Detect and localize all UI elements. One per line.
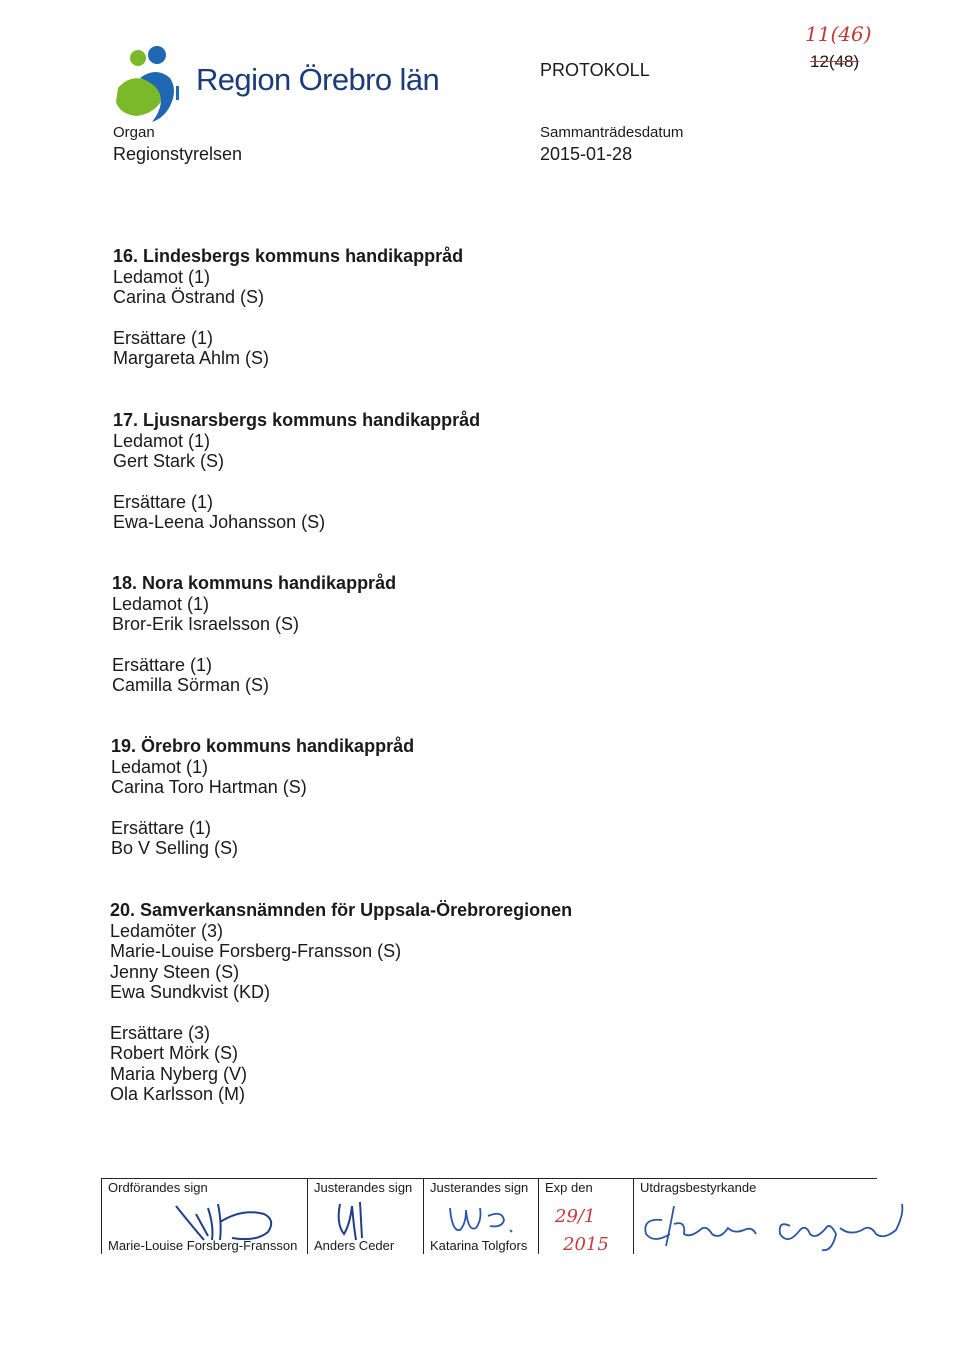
members-label: Ledamot (1) xyxy=(113,430,211,451)
member-name: Carina Östrand (S) xyxy=(113,287,265,307)
extract-signature-mark xyxy=(640,1194,910,1254)
adjuster1-sign-label: Justerandes sign xyxy=(314,1180,413,1195)
section-17 xyxy=(113,410,480,533)
section-20 xyxy=(110,900,572,1105)
svg-text:2015: 2015 xyxy=(563,1234,609,1254)
adjuster1-name: Anders Ceder xyxy=(314,1238,395,1253)
section-title: 19. Örebro kommuns handikappråd xyxy=(111,736,415,756)
deputies-label: Ersättare (1) xyxy=(111,817,212,838)
deputies-label: Ersättare (1) xyxy=(113,327,214,348)
deputy-name: Bo V Selling (S) xyxy=(111,838,239,858)
chair-sign-label: Ordförandes sign xyxy=(108,1180,208,1195)
deputy-name: Maria Nyberg (V) xyxy=(110,1063,248,1084)
adjuster2-name: Katarina Tolgfors xyxy=(430,1238,528,1253)
adjuster2-signature-cell xyxy=(423,1178,538,1254)
members-label: Ledamöter (3) xyxy=(110,920,224,941)
adjuster2-sign-label: Justerandes sign xyxy=(430,1180,529,1195)
section-18 xyxy=(112,573,396,696)
member-name: Ewa Sundkvist (KD) xyxy=(110,982,271,1002)
deputy-name: Ewa-Leena Johansson (S) xyxy=(113,512,326,532)
organ-label: Organ xyxy=(113,124,155,141)
adjuster1-signature-mark xyxy=(332,1194,372,1242)
section-title: 18. Nora kommuns handikappråd xyxy=(112,573,397,593)
extract-cell xyxy=(633,1178,878,1254)
section-16 xyxy=(113,246,463,369)
page-number xyxy=(810,52,859,72)
handwritten-page-count: 11(46) xyxy=(805,22,872,46)
extract-label: Utdragsbestyrkande xyxy=(640,1180,757,1195)
section-title: 16. Lindesbergs kommuns handikappråd xyxy=(113,246,464,266)
region-logo-icon xyxy=(112,44,184,124)
deputy-name: Camilla Sörman (S) xyxy=(112,675,270,695)
section-19 xyxy=(111,736,414,859)
svg-text:29/1: 29/1 xyxy=(555,1206,596,1227)
exp-date-handwriting xyxy=(549,1200,623,1254)
member-name: Gert Stark (S) xyxy=(113,451,225,471)
member-name: Marie-Louise Forsberg-Fransson (S) xyxy=(110,941,402,961)
organ-value: Regionstyrelsen xyxy=(113,144,243,164)
adjuster1-signature-cell xyxy=(307,1178,423,1254)
exp-date-label: Exp den xyxy=(545,1180,593,1195)
section-title: 20. Samverkansnämnden för Uppsala-Örebroregionen xyxy=(110,900,573,920)
member-name: Bror-Erik Israelsson (S) xyxy=(112,614,300,634)
section-title: 17. Ljusnarsbergs kommuns handikappråd xyxy=(113,410,481,430)
deputies-label: Ersättare (1) xyxy=(113,491,214,512)
members-label: Ledamot (1) xyxy=(113,266,211,287)
exp-date-cell xyxy=(538,1178,633,1254)
members-label: Ledamot (1) xyxy=(111,756,209,777)
deputies-label: Ersättare (1) xyxy=(112,654,213,675)
page-number-value: 12(48) xyxy=(810,52,860,71)
member-name: Carina Toro Hartman (S) xyxy=(111,777,307,797)
chair-name: Marie-Louise Forsberg-Fransson xyxy=(108,1238,298,1253)
members-label: Ledamot (1) xyxy=(112,593,210,614)
deputies-label: Ersättare (3) xyxy=(110,1022,211,1043)
brand-name: Region Örebro län xyxy=(196,62,440,97)
date-label: Sammanträdesdatum xyxy=(540,124,684,141)
document-type: PROTOKOLL xyxy=(540,60,650,80)
chair-signature-mark xyxy=(172,1196,282,1244)
deputy-name: Robert Mörk (S) xyxy=(110,1043,239,1063)
date-value: 2015-01-28 xyxy=(540,144,633,164)
deputy-name: Ola Karlsson (M) xyxy=(110,1084,246,1104)
signature-table xyxy=(101,1178,877,1254)
member-name: Jenny Steen (S) xyxy=(110,961,240,982)
deputy-name: Margareta Ahlm (S) xyxy=(113,348,270,368)
chair-signature-cell xyxy=(101,1178,307,1254)
adjuster2-signature-mark xyxy=(446,1202,518,1236)
